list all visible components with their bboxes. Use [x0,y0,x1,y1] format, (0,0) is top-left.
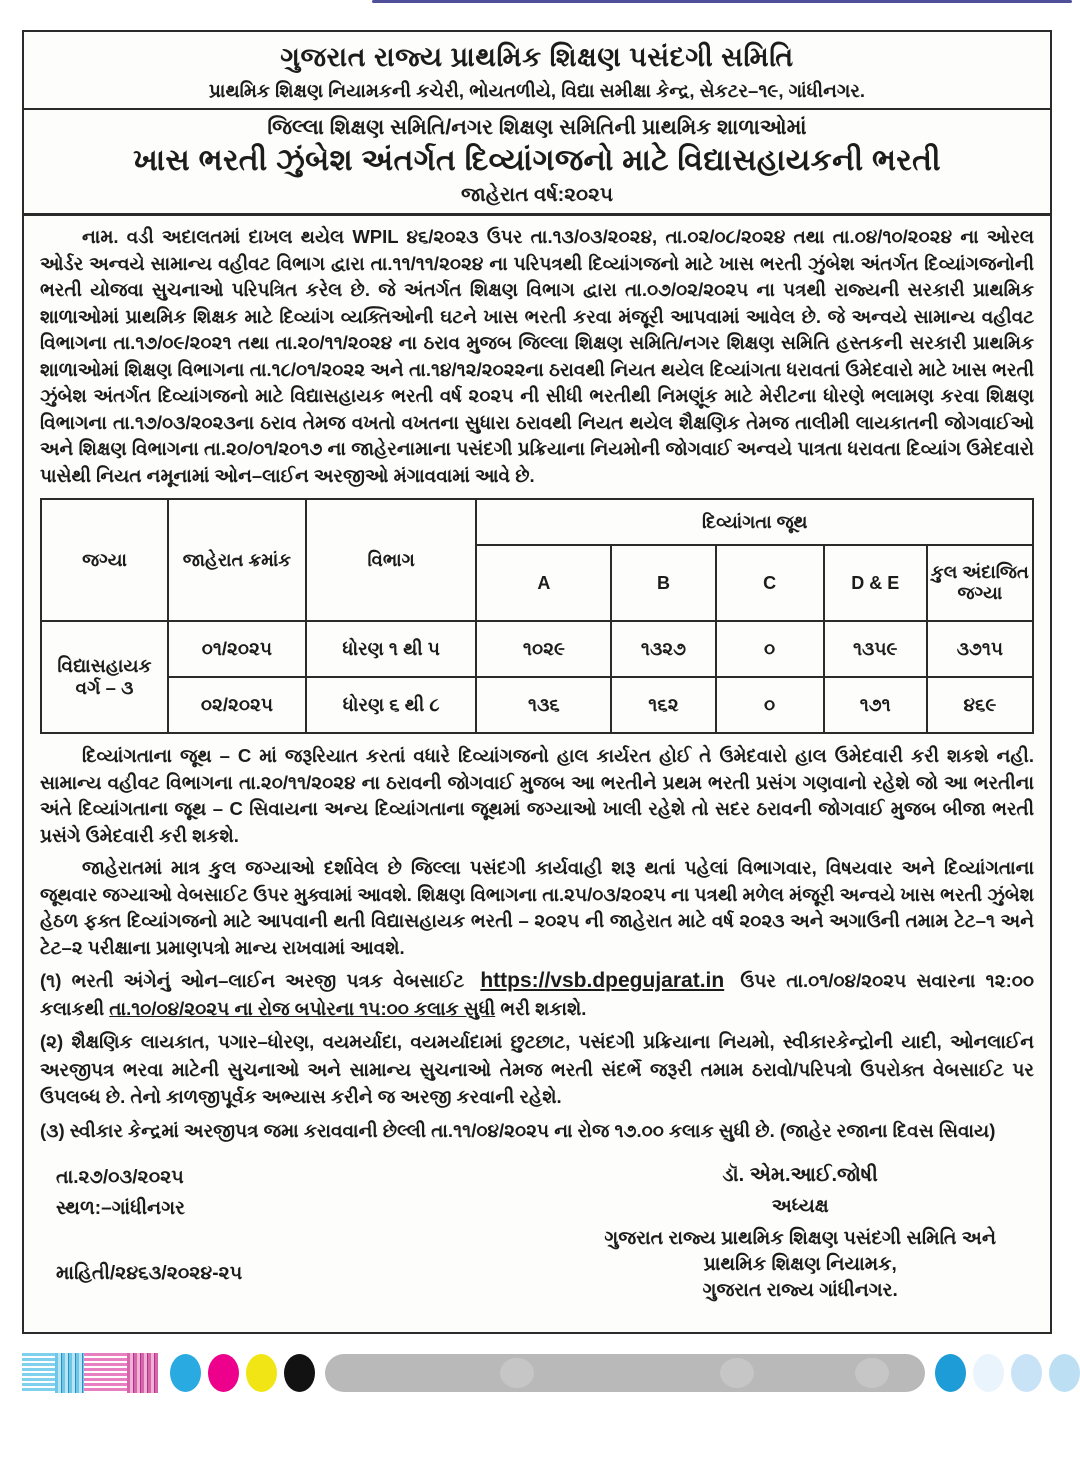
document-header [24,32,1050,110]
table-row [41,621,1033,677]
group-c-cell: ૦ [716,677,824,733]
signature-block [604,1162,1014,1304]
instruction-points [40,967,1034,1144]
point-1-mid-text: ઉપર તા.૦૧/૦૪/૨૦૨૫ સવારના ૧૨:૦૦ કલાકથી [40,970,1035,1019]
vacancy-table [40,498,1034,734]
cyan-stripe-block [22,1353,55,1393]
signatory-designation: અધ્યક્ષ [771,1196,829,1217]
organization-address: પ્રાથમિક શિક્ષણ નિયામકની કચેરી, ભોયતળીયે, વિદ્યા સમીક્ષા કેન્દ્ર, સેકટર–૧૯, ગાંધીનગર. [208,80,866,101]
notice-main-title: ખાસ ભરતી ઝુંબેશ અંતર્ગત દિવ્યાંગજનો માટે વિદ્યાસહાયકની ભરતી [133,144,941,177]
document-body [24,216,1050,1304]
page-top-rule [372,0,1072,3]
footer-left-block [56,1162,242,1304]
blue-light-dot [1049,1354,1080,1392]
magenta-barcode-block [127,1353,158,1393]
notice-subtitle: જિલ્લા શિક્ષણ સમિતિ/નગર શિક્ષણ સમિતિની પ્રાથમિક શાળાઓમાં [267,116,807,139]
advt-no-cell: ૦૨/૨૦૨૫ [168,677,306,733]
table-row [41,677,1033,733]
total-cell: ૪૬૯ [927,677,1033,733]
group-b-cell: ૧૬૨ [611,677,715,733]
signatory-org-line1: ગુજરાત રાજ્ય પ્રાથમિક શિક્ષણ પસંદગી સમિતિ અને [604,1228,996,1249]
table-header-row-1 [41,499,1033,545]
reference-number: માહિતી/૨૪૬૩/૨૦૨૪-૨૫ [56,1263,243,1284]
point-1 [40,967,1034,1022]
blue-light-dot [973,1354,1004,1392]
cyan-barcode-block [55,1353,85,1393]
total-cell: ૩૭૧૫ [927,621,1033,677]
group-c-cell: ૦ [716,621,824,677]
point-3: (૩) સ્વીકાર કેન્દ્રમાં અરજીપત્ર જમા કરાવવાની છેલ્લી તા.૧૧/૦૪/૨૦૨૫ ના રોજ ૧૭.૦૦ કલાક સુધી છે. (જાહેર રજાના દિવસ સિવાય) [40,1119,996,1141]
col-header-disability-group: દિવ્યાંગતા જૂથ [476,499,1033,545]
title-block [24,110,1050,216]
print-calibration-strip [22,1352,1080,1394]
group-b-cell: ૧૩૨૭ [611,621,715,677]
signatory-name: ડૉ. એમ.આઈ.જોષી [722,1164,878,1186]
intro-paragraph: નામ. વડી અદાલતમાં દાખલ થયેલ WPIL ૪૬/૨૦૨૩ ઉપર તા.૧૩/૦૩/૨૦૨૪, તા.૦૨/૦૮/૨૦૨૪ તથા તા.૦૪/૧૦/૨૦૨૪ ના ઓરલ ઓર્ડર અન્વયે સામાન્ય વહીવટ વિભાગ દ્વારા તા.૧૧/૧૧/૨૦૨૪ ના પરિપત્રથી દિવ્યાંગજનો માટે ખાસ ભરતી ઝુંબેશ અંતર્ગત દિવ્યાંગજનોની ભરતી યોજવા સુચનાઓ પરિપત્રિત કરેલ છે. જે અંતર્ગત શિક્ષણ વિભાગ દ્વારા તા.૦૭/૦૨/૨૦૨૫ ના પત્રથી રાજ્યની સરકારી પ્રાથમિક શાળાઓમાં પ્રાથમિક શિક્ષક માટે દિવ્યાંગ વ્યક્તિઓની ઘટને ખાસ ભરતી કરવા મંજૂરી આપવામાં આવેલ છે. જે અન્વયે સામાન્ય વહીવટ વિભાગના તા.૧૭/૦૯/૨૦૨૧ તથા તા.૨૦/૧૧/૨૦૨૪ ના ઠરાવ મુજબ જિલ્લા શિક્ષણ સમિતિ/નગર શિક્ષણ સમિતિ હસ્તકની સરકારી પ્રાથમિક શાળાઓમાં શિક્ષણ વિભાગના તા.૧૮/૦૧/૨૦૨૨ અને તા.૧૪/૧૨/૨૦૨૨ના ઠરાવથી નિયત થયેલ દિવ્યાંગતા ધરાવતાં ઉમેદવારો માટે ખાસ ભરતી ઝુંબેશ અંતર્ગત દિવ્યાંગજનો માટે વિદ્યાસહાયક ભરતી વર્ષ ૨૦૨૫ ની સીધી ભરતીથી નિમણૂંક માટે મેરીટના ધોરણે ભલામણ કરવા શિક્ષણ વિભાગના તા.૧૭/૦૩/૨૦૨૩ના ઠરાવ તેમજ વખતો વખતના સુધારા ઠરાવથી નિયત થયેલ શૈક્ષણિક તેમજ તાલીમી લાયકાતની જોગવાઈઓ અને શિક્ષણ વિભાગના તા.૨૦/૦૧/૨૦૧૭ ના જાહેરનામાના પસંદગી પ્રક્રિયાના નિયમોની જોગવાઈ અન્વયે પાત્રતા ધરાવતા દિવ્યાંગ ઉમેદવારો પાસેથી નિયત નમૂનામાં ઓન–લાઈન અરજીઓ મંગાવવામાં આવે છે. [40,226,1034,486]
division-cell: ધોરણ ૬ થી ૮ [306,677,477,733]
notice-document [22,30,1052,1334]
col-header-total: કુલ અંદાજિત જગ્યા [927,545,1033,621]
col-header-group-de: D & E [824,545,927,621]
group-de-cell: ૧૩૫૯ [824,621,927,677]
col-header-group-b: B [611,545,715,621]
blue-tone-dots [935,1354,1080,1392]
gray-bar-highlight [720,1358,754,1388]
col-header-group-c: C [716,545,824,621]
point-2: (૨) શૈક્ષણિક લાયકાત, પગાર–ધોરણ, વયમર્યાદા, વયમર્યાદામાં છુટછાટ, પસંદગી પ્રક્રિયાના નિયમો, સ્વીકારકેન્દ્રોની યાદી, ઓનલાઈન અરજીપત્ર ભરવા માટેની સુચનાઓ અને સામાન્ય સુચનાઓ તેમજ ભરતી સંદર્ભે જરૂરી તમામ ઠરાવો/પરિપત્રો ઉપરોક્ત વેબસાઈટ પર ઉપલબ્ધ છે. તેનો કાળજીપૂર્વક અભ્યાસ કરીને જ અરજી કરવાની રહેશે. [40,1031,1034,1107]
point-1-tail-text: ભરી શકાશે. [495,997,587,1019]
gray-bar-highlight [855,1358,889,1388]
notice-date: તા.૨૭/૦૩/૨૦૨૫ [56,1167,184,1188]
group-de-cell: ૧૭૧ [824,677,927,733]
notice-place: સ્થળ:–ગાંધીનગર [56,1198,185,1219]
magenta-dot [208,1354,239,1392]
cyan-dot [170,1354,201,1392]
col-header-advt-no: જાહેરાત ક્રમાંક [168,499,306,621]
document-footer [40,1144,1034,1304]
col-header-post: જગ્યા [41,499,168,621]
gray-density-bar [325,1354,925,1392]
point-1-text: (૧) ભરતી અંગેનું ઓન–લાઈન અરજી પત્રક વેબસાઈટ [40,970,475,991]
advt-no-cell: ૦૧/૨૦૨૫ [168,621,306,677]
application-website-link[interactable]: https://vsb.dpegujarat.in [480,969,725,992]
group-a-cell: ૧૩૬ [476,677,611,733]
signatory-org-line2: પ્રાથમિક શિક્ષણ નિયામક, [703,1254,897,1275]
col-header-division: વિભાગ [306,499,477,621]
division-cell: ધોરણ ૧ થી ૫ [306,621,477,677]
black-dot [284,1354,315,1392]
blue-solid-dot [935,1354,966,1392]
gray-bar-highlight [500,1358,534,1388]
blue-light-dot [1011,1354,1042,1392]
post-name-cell: વિદ્યાસહાયક વર્ગ – ૩ [41,621,168,733]
signatory-org-line3: ગુજરાત રાજ્ય ગાંધીનગર. [702,1280,898,1301]
group-a-cell: ૧૦૨૯ [476,621,611,677]
magenta-stripe-block [84,1353,127,1393]
cmyk-dots [170,1354,315,1392]
vacancy-note-paragraph: જાહેરાતમાં માત્ર કુલ જગ્યાઓ દર્શાવેલ છે જિલ્લા પસંદગી કાર્યવાહી શરૂ થતાં પહેલાં વિભાગવાર, વિષયવાર અને દિવ્યાંગતાના જૂથવાર જગ્યાઓ વેબસાઈટ ઉપર મુક્વામાં આવશે. શિક્ષણ વિભાગના તા.૨૫/૦૩/૨૦૨૫ ના પત્રથી મળેલ મંજૂરી અન્વયે ખાસ ભરતી ઝુંબેશ હેઠળ ફક્ત દિવ્યાંગજનો માટે આપવાની થતી વિદ્યાસહાયક ભરતી – ૨૦૨૫ ની જાહેરાત માટે વર્ષ ૨૦૨૩ અને અગાઉની તમામ ટેટ–૧ અને ટેટ–૨ પરીક્ષાના પ્રમાણપત્રો માન્ય રાખવામાં આવશે. [40,857,1034,958]
col-header-group-a: A [476,545,611,621]
group-c-note-paragraph: દિવ્યાંગતાના જૂથ – C માં જરૂરિયાત કરતાં વધારે દિવ્યાંગજનો હાલ કાર્યરત હોઈ તે ઉમેદવારો હાલ ઉમેદવારી કરી શકશે નહી. સામાન્ય વહીવટ વિભાગના તા.૨૦/૧૧/૨૦૨૪ ના ઠરાવની જોગવાઈ મુજબ આ ભરતીને પ્રથમ ભરતી પ્રસંગ ગણવાનો રહેશે જો આ ભરતીના અંતે દિવ્યાંગતાના જૂથ – C સિવાયના અન્ય દિવ્યાંગતાના જૂથમાં જગ્યાઓ ખાલી રહેશે તો સદર ઠરાવની જોગવાઈ મુજબ બીજા ભરતી પ્રસંગે ઉમેદવારી કરી શકશે. [40,745,1034,846]
yellow-dot [246,1354,277,1392]
organization-name: ગુજરાત રાજ્ય પ્રાથમિક શિક્ષણ પસંદગી સમિતિ [280,42,794,72]
point-1-deadline-text: તા.૧૦/૦૪/૨૦૨૫ ના રોજ બપોરના ૧૫:૦૦ કલાક સુધી [109,997,496,1019]
advertisement-year: જાહેરાત વર્ષ:૨૦૨૫ [461,184,613,206]
